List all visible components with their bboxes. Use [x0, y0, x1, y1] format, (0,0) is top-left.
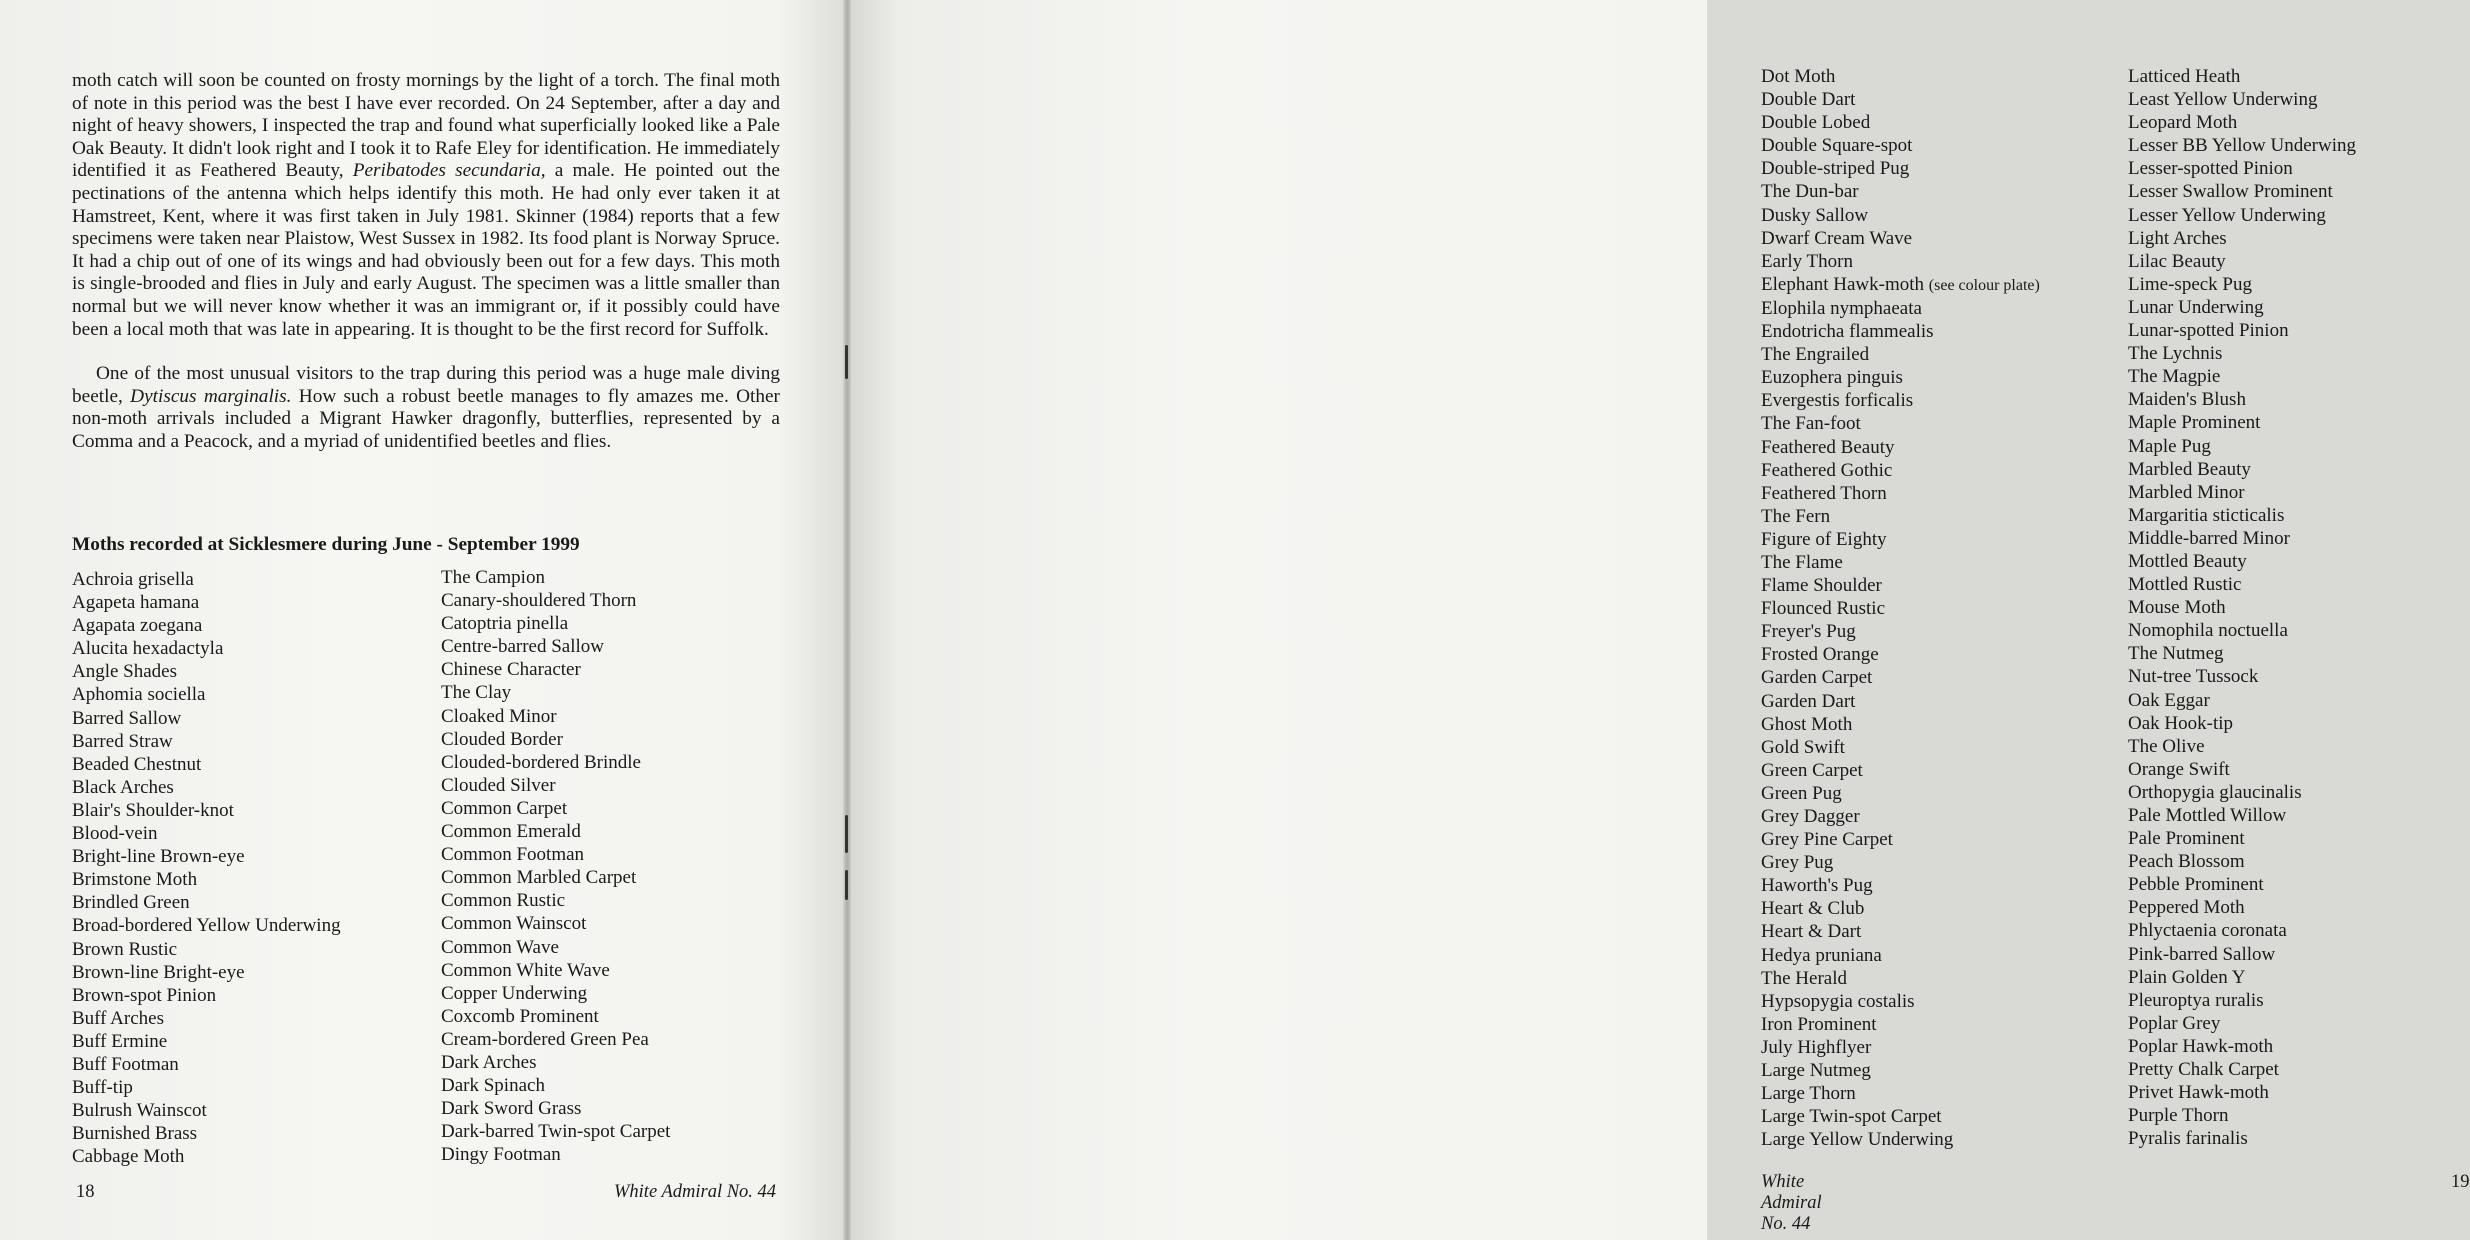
moth-list-item: Common Wainscot — [441, 913, 587, 935]
moth-list-item: Bulrush Wainscot — [72, 1100, 207, 1122]
moth-list-item: Common Marbled Carpet — [441, 867, 637, 889]
moth-list-item: Latticed Heath — [2128, 66, 2241, 87]
moth-list-item: The Clay — [441, 682, 512, 704]
moth-list-item: Brimstone Moth — [72, 869, 198, 891]
moth-list-item: Brindled Green — [72, 892, 190, 914]
moth-list-item: Large Thorn — [1761, 1083, 1856, 1105]
moth-list-item: Grey Dagger — [1761, 806, 1860, 827]
paragraph-2-text-a: One of the most unusual visitors to the trap during this period was a huge male diving beetle, — [72, 363, 780, 407]
moth-list-item: Lesser Yellow Underwing — [2128, 204, 2326, 226]
moth-list-item: Lime-speck Pug — [2128, 273, 2253, 295]
moth-list-item: Maple Pug — [2128, 435, 2211, 457]
moth-list-item: Pretty Chalk Carpet — [2128, 1059, 2279, 1081]
moth-list-item: The Dun-bar — [1761, 181, 1859, 203]
moth-list-item: Cabbage Moth — [72, 1146, 185, 1168]
moth-list-item: The Nutmeg — [2128, 643, 2224, 665]
moth-list-item: Blood-vein — [72, 823, 158, 845]
colour-plate-note: (see colour plate) — [1928, 276, 2040, 294]
moth-list-item: The Lychnis — [2128, 343, 2223, 365]
moth-list-item: Elephant Hawk-moth (see colour plate) — [1761, 273, 2040, 295]
moth-list-item: Black Arches — [72, 776, 174, 798]
moth-list-item: Dark Spinach — [441, 1075, 545, 1097]
moth-list-item: Bright-line Brown-eye — [72, 846, 245, 868]
moth-list-item: Common White Wave — [441, 959, 610, 981]
moth-list-item: Privet Hawk-moth — [2128, 1082, 2269, 1104]
moth-list-item: Angle Shades — [72, 661, 178, 683]
moth-list-item: Dark-barred Twin-spot Carpet — [441, 1121, 671, 1143]
moth-list-item: Mottled Beauty — [2128, 550, 2247, 572]
moth-list-item: Broad-bordered Yellow Underwing — [72, 915, 341, 937]
paragraph-1 — [72, 70, 780, 341]
journal-footer-left: White Admiral No. 44 — [614, 1182, 777, 1202]
moth-list-item: Double Dart — [1761, 89, 1856, 111]
moth-list-item: Feathered Thorn — [1761, 482, 1887, 504]
moth-list-item: Heart & Dart — [1761, 921, 1862, 943]
moth-list-item: Common Rustic — [441, 890, 566, 912]
moth-list-item: Agapeta hamana — [72, 592, 200, 614]
staple-bottom — [845, 870, 848, 900]
moth-list-item: Double Square-spot — [1761, 135, 1913, 157]
moth-list-item: Dark Sword Grass — [441, 1098, 582, 1120]
moth-list-item: Common Carpet — [441, 797, 568, 819]
moth-list-item: Light Arches — [2128, 227, 2227, 249]
left-page — [0, 0, 848, 1240]
moth-list-item: Clouded Border — [441, 728, 563, 750]
journal-footer-right: White Admiral No. 44 — [1761, 1172, 1822, 1234]
moth-list-item: Marbled Minor — [2128, 481, 2245, 503]
moth-list-item: Early Thorn — [1761, 250, 1853, 272]
moth-list-item: Iron Prominent — [1761, 1013, 1877, 1035]
moth-list-item: Buff Arches — [72, 1007, 164, 1029]
moth-list-item: Dark Arches — [441, 1051, 537, 1073]
moth-list-item: Feathered Gothic — [1761, 459, 1893, 481]
page-number-right: 19 — [2451, 1172, 2470, 1192]
moth-list-item: Blair's Shoulder-knot — [72, 799, 234, 821]
moth-list-item: Large Nutmeg — [1761, 1060, 1871, 1082]
moth-list-item: Orange Swift — [2128, 758, 2230, 780]
moth-list-item: Coxcomb Prominent — [441, 1005, 599, 1027]
moth-list-item: The Campion — [441, 567, 545, 588]
moth-list-item: Buff-tip — [72, 1077, 133, 1099]
paragraph-2 — [72, 363, 780, 453]
moth-list-item: Pink-barred Sallow — [2128, 943, 2276, 965]
paragraph-2-text-b: How such a robust beetle manages to fly amazes me. Other non-moth arrivals included a Migrant Hawker dragonfly, butterflies, represented by a Comma and a Peacock, and a myriad of unidentified beetles and flies. — [72, 385, 780, 452]
moth-list-column-3 — [1761, 65, 2040, 1151]
staple-top — [845, 345, 848, 379]
moth-list-item: Beaded Chestnut — [72, 753, 202, 775]
moth-list-item: Garden Dart — [1761, 690, 1856, 712]
moth-list-item: Peach Blossom — [2128, 851, 2245, 873]
moth-list-item: Common Footman — [441, 844, 585, 866]
moth-list-item: Common Emerald — [441, 821, 581, 843]
moth-list-item: Buff Footman — [72, 1053, 179, 1075]
moth-list-column-2 — [441, 566, 670, 1166]
moth-list-item: Mottled Rustic — [2128, 574, 2242, 596]
moth-list-item: Copper Underwing — [441, 982, 588, 1004]
moth-list-item: Large Twin-spot Carpet — [1761, 1106, 1942, 1128]
moth-list-item: Euzophera pinguis — [1761, 367, 1903, 389]
moth-list-item: Nomophila noctuella — [2128, 620, 2288, 642]
moth-list-item: The Flame — [1761, 551, 1843, 573]
moth-list-item: The Fern — [1761, 505, 1831, 527]
moth-list-item: Double-striped Pug — [1761, 158, 1910, 180]
species-name-feathered-beauty: Peribatodes secundaria, — [352, 160, 546, 182]
moth-list-item: Pyralis farinalis — [2128, 1128, 2248, 1150]
moth-list-item: Oak Hook-tip — [2128, 712, 2234, 734]
moth-list-item: Least Yellow Underwing — [2128, 89, 2318, 111]
moth-list-item: Middle-barred Minor — [2128, 527, 2290, 549]
right-page — [848, 0, 2470, 1240]
moth-list-item: Centre-barred Sallow — [441, 636, 605, 658]
page-number-left: 18 — [76, 1182, 95, 1202]
moth-list-item: Oak Eggar — [2128, 689, 2210, 711]
moth-list-item: Leopard Moth — [2128, 112, 2238, 134]
moth-list-item: Brown-spot Pinion — [72, 984, 217, 1006]
moth-list-item: Chinese Character — [441, 659, 581, 681]
moth-list-item: Peppered Moth — [2128, 897, 2245, 919]
paragraph-1-text-a: moth catch will soon be counted on frosty mornings by the light of a torch. The final moth of note in this period was the best I have ever recorded. On 24 September, after a day and night of heavy showers, I inspected the trap and found what superficially looked like a Pale Oak Beauty. It didn't look right and I took it to Rafe Eley for identification. He immediately identified it as Feathered Beauty, — [72, 70, 780, 182]
moth-list-item: Flounced Rustic — [1761, 598, 1886, 620]
moth-list-item: Elophila nymphaeata — [1761, 297, 1922, 319]
moth-list-item: Haworth's Pug — [1761, 875, 1873, 897]
moth-list-item: Clouded-bordered Brindle — [441, 751, 641, 773]
moth-list-column-1 — [72, 568, 341, 1168]
moth-list-item: Hypsopygia costalis — [1761, 990, 1915, 1012]
moth-list-item: Hedya pruniana — [1761, 944, 1882, 966]
species-name-diving-beetle: Dytiscus marginalis. — [130, 385, 292, 407]
moth-list-item: Heart & Club — [1761, 898, 1865, 920]
moth-list-item: The Magpie — [2128, 366, 2221, 388]
moth-list-item: Figure of Eighty — [1761, 528, 1887, 550]
moth-list-item: Margaritia sticticalis — [2128, 504, 2285, 526]
moth-list-item: The Olive — [2128, 735, 2205, 757]
article-body — [72, 70, 780, 454]
moth-list-item: The Engrailed — [1761, 344, 1870, 366]
moth-list-item: Gold Swift — [1761, 736, 1845, 758]
moth-list-item: Purple Thorn — [2128, 1105, 2229, 1127]
moth-list-item: Poplar Hawk-moth — [2128, 1035, 2274, 1057]
moth-list-column-4 — [2128, 65, 2356, 1150]
moth-list-item: Mouse Moth — [2128, 597, 2226, 619]
book-gutter — [843, 0, 851, 1240]
moth-list-item: Green Pug — [1761, 782, 1842, 804]
moth-list-item: Brown-line Bright-eye — [72, 961, 245, 983]
paragraph-1-text-b: a male. He pointed out the pectinations of the antenna which helps identify this moth. He had only ever taken it at Hamstreet, Kent, where it was first taken in July 1981. Skinner (1984) reports that a few specimens were taken near Plaistow, West Sussex in 1982. Its food plant is Norway Spruce. It had a chip out of one of its wings and had obviously been out for a few days. This moth is single-brooded and flies in July and early August. The specimen was a little smaller than normal but we will never know whether it was an immigrant or, if it possibly could have been a local moth that was late in appearing. It is thought to be the first record for Suffolk. — [72, 160, 780, 340]
moth-list-item: Poplar Grey — [2128, 1012, 2221, 1034]
moth-list-item: Plain Golden Y — [2128, 966, 2246, 988]
moth-list-item: Canary-shouldered Thorn — [441, 590, 637, 612]
moth-list-item: Garden Carpet — [1761, 667, 1873, 689]
moth-list-item: Feathered Beauty — [1761, 436, 1895, 458]
moth-list-item: Dwarf Cream Wave — [1761, 227, 1913, 249]
moth-list-item: Evergestis forficalis — [1761, 390, 1914, 412]
moth-list-item: Achroia grisella — [72, 569, 194, 590]
moth-list-item: Grey Pine Carpet — [1761, 829, 1893, 851]
moth-list-item: July Highflyer — [1761, 1036, 1872, 1058]
moth-list-item: Alucita hexadactyla — [72, 638, 224, 660]
moth-list-item: Catoptria pinella — [441, 613, 569, 635]
moth-list-item: Clouded Silver — [441, 774, 556, 796]
moth-list-item: Lesser-spotted Pinion — [2128, 158, 2293, 180]
moth-list-item: The Herald — [1761, 967, 1847, 989]
moth-list-heading: Moths recorded at Sicklesmere during June - September 1999 — [72, 534, 580, 555]
moth-list-item: Flame Shoulder — [1761, 575, 1882, 597]
moth-list-item: The Fan-foot — [1761, 413, 1861, 435]
moth-list-item: Phlyctaenia coronata — [2128, 920, 2287, 942]
moth-list-item: Orthopygia glaucinalis — [2128, 781, 2302, 803]
moth-list-item: Buff Ermine — [72, 1030, 168, 1052]
moth-list-item: Barred Straw — [72, 730, 173, 752]
moth-list-item: Green Carpet — [1761, 759, 1863, 781]
moth-list-item: Nut-tree Tussock — [2128, 666, 2259, 688]
moth-list-item: Large Yellow Underwing — [1761, 1129, 1954, 1151]
moth-list-item: Pebble Prominent — [2128, 874, 2264, 896]
moth-list-item: Cloaked Minor — [441, 705, 557, 727]
moth-list-item: Lilac Beauty — [2128, 250, 2226, 272]
moth-list-item: Freyer's Pug — [1761, 621, 1856, 643]
moth-list-item: Dingy Footman — [441, 1144, 561, 1166]
moth-list-item: Grey Pug — [1761, 852, 1834, 874]
moth-list-item: Lesser BB Yellow Underwing — [2128, 135, 2356, 157]
moth-list-item: Marbled Beauty — [2128, 458, 2251, 480]
moth-list-item: Maple Prominent — [2128, 412, 2261, 434]
moth-list-item: Lunar-spotted Pinion — [2128, 320, 2289, 342]
moth-list-item: Barred Sallow — [72, 707, 182, 729]
moth-list-item: Lesser Swallow Prominent — [2128, 181, 2333, 203]
moth-list-item: Pale Prominent — [2128, 828, 2245, 850]
moth-list-item: Pale Mottled Willow — [2128, 805, 2287, 826]
moth-list-item: Endotricha flammealis — [1761, 321, 1934, 343]
moth-list-item: Lunar Underwing — [2128, 296, 2264, 318]
moth-list-item: Dusky Sallow — [1761, 204, 1869, 226]
moth-list-item: Dot Moth — [1761, 66, 1836, 87]
moth-list-item: Agapata zoegana — [72, 615, 203, 637]
moth-list-item: Frosted Orange — [1761, 644, 1879, 666]
moth-list-item: Burnished Brass — [72, 1123, 198, 1145]
moth-list-item: Double Lobed — [1761, 112, 1871, 134]
moth-list-item: Maiden's Blush — [2128, 389, 2246, 411]
moth-list-item: Pleuroptya ruralis — [2128, 989, 2264, 1011]
staple-middle — [845, 815, 848, 853]
moth-list-item: Brown Rustic — [72, 938, 178, 960]
moth-list-item: Aphomia sociella — [72, 684, 206, 706]
moth-list-item: Ghost Moth — [1761, 713, 1853, 735]
moth-list-item: Common Wave — [441, 936, 559, 958]
moth-list-item: Cream-bordered Green Pea — [441, 1028, 649, 1050]
